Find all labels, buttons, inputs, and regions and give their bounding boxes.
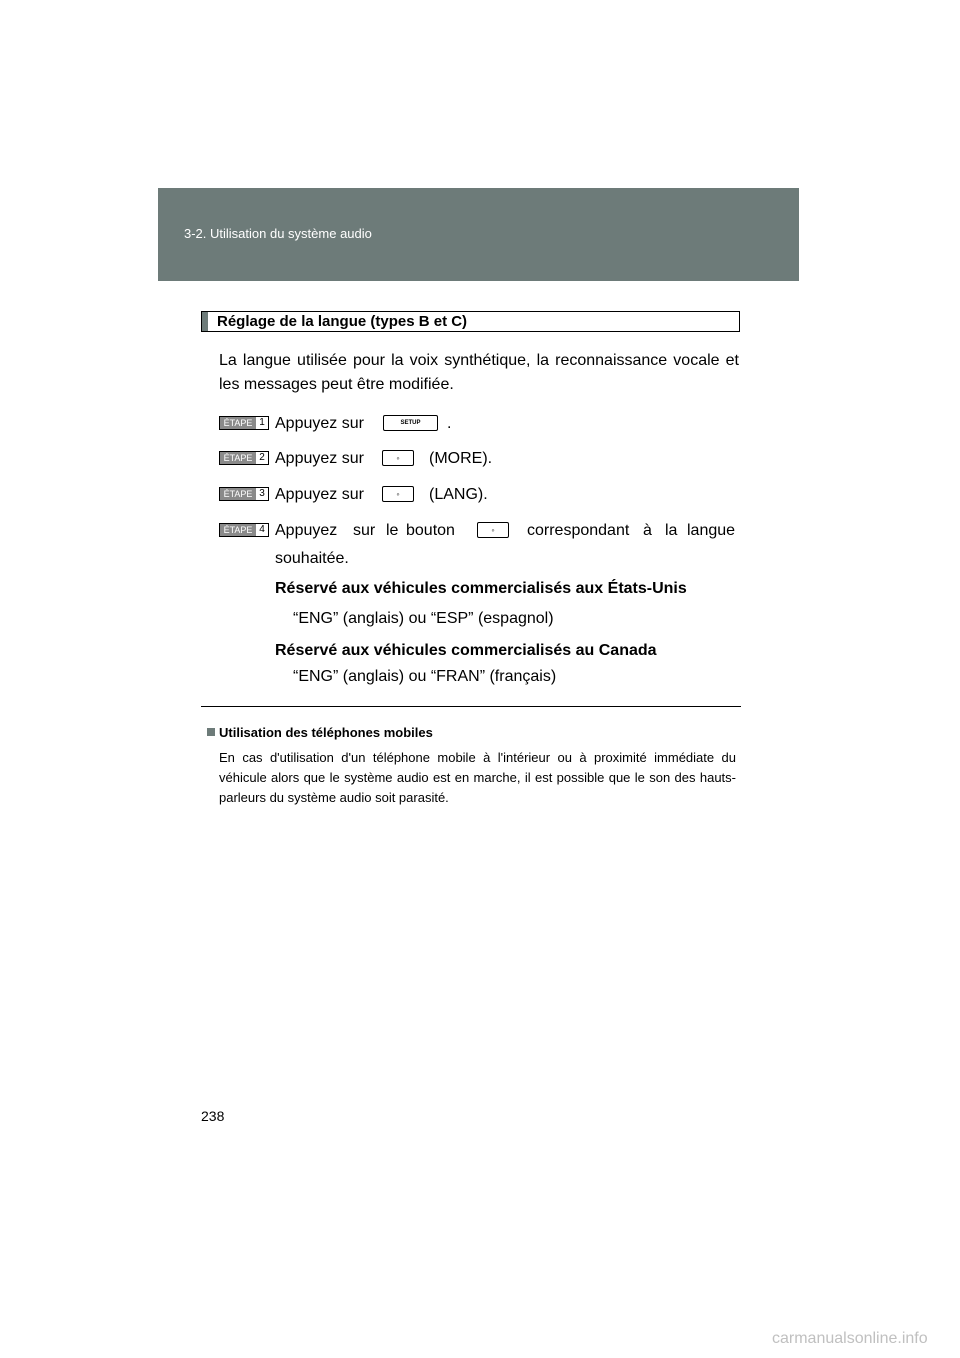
step-number: 4: [256, 524, 268, 536]
step-badge: [219, 523, 269, 537]
step-word: le: [386, 522, 399, 539]
step-badge: [219, 487, 269, 501]
step-word: Appuyez: [275, 522, 338, 539]
step-number: 2: [256, 452, 268, 464]
step-text: Appuyez sur: [275, 450, 364, 467]
step-4-continuation: souhaitée.: [275, 550, 349, 567]
step-suffix: .: [447, 415, 452, 432]
note-heading: [207, 724, 433, 742]
setup-button-icon: SETUP: [383, 415, 438, 431]
region-languages-canada: “ENG” (anglais) ou “FRAN” (français): [293, 668, 557, 685]
lang-button-icon: ◦: [382, 486, 414, 502]
section-heading-box: [201, 311, 740, 332]
watermark: carmanualsonline.info: [772, 1330, 928, 1347]
step-badge: [219, 416, 269, 430]
step-word: à: [643, 522, 652, 539]
step-word: la: [665, 522, 678, 539]
page-number: 238: [201, 1108, 225, 1124]
step-1: [219, 412, 739, 436]
step-4: [219, 519, 739, 543]
step-badge-label: ÉTAPE: [220, 524, 256, 536]
region-heading-canada: Réservé aux véhicules commercialisés au Canada: [275, 642, 657, 659]
step-badge-label: ÉTAPE: [220, 488, 256, 500]
step-word: bouton: [406, 522, 455, 539]
step-text: Appuyez sur: [275, 486, 364, 503]
chapter-header: [158, 188, 799, 281]
step-suffix: (MORE).: [429, 450, 493, 467]
note-title: Utilisation des téléphones mobiles: [219, 725, 433, 740]
note-body: En cas d'utilisation d'un téléphone mobile à l'intérieur ou à proximité immédiate du véhicule alors que le système audio est en marche, il est possible que le son des hauts-parleurs du système audio soit parasité.: [219, 750, 736, 805]
chapter-title: 3-2. Utilisation du système audio: [184, 226, 372, 241]
more-button-icon: ◦: [382, 450, 414, 466]
section-accent: [202, 312, 208, 331]
step-badge: [219, 451, 269, 465]
region-languages-us: “ENG” (anglais) ou “ESP” (espagnol): [293, 610, 554, 627]
step-2: [219, 447, 739, 471]
step-number: 1: [256, 417, 268, 429]
step-number: 3: [256, 488, 268, 500]
step-word: correspondant: [527, 522, 630, 539]
step-badge-label: ÉTAPE: [220, 417, 256, 429]
section-title: Réglage de la langue (types B et C): [217, 313, 468, 330]
divider: [201, 706, 741, 707]
language-button-icon: ◦: [477, 522, 509, 538]
step-text: Appuyez sur: [275, 415, 364, 432]
step-suffix: (LANG).: [429, 486, 488, 503]
step-word: langue: [687, 522, 736, 539]
region-heading-us: Réservé aux véhicules commercialisés aux États-Unis: [275, 580, 687, 597]
step-badge-label: ÉTAPE: [220, 452, 256, 464]
step-3: [219, 483, 739, 507]
square-bullet-icon: [207, 728, 215, 736]
intro-paragraph: La langue utilisée pour la voix synthétique, la reconnaissance vocale et les messages peut être modifiée.: [219, 352, 739, 393]
step-word: sur: [353, 522, 376, 539]
